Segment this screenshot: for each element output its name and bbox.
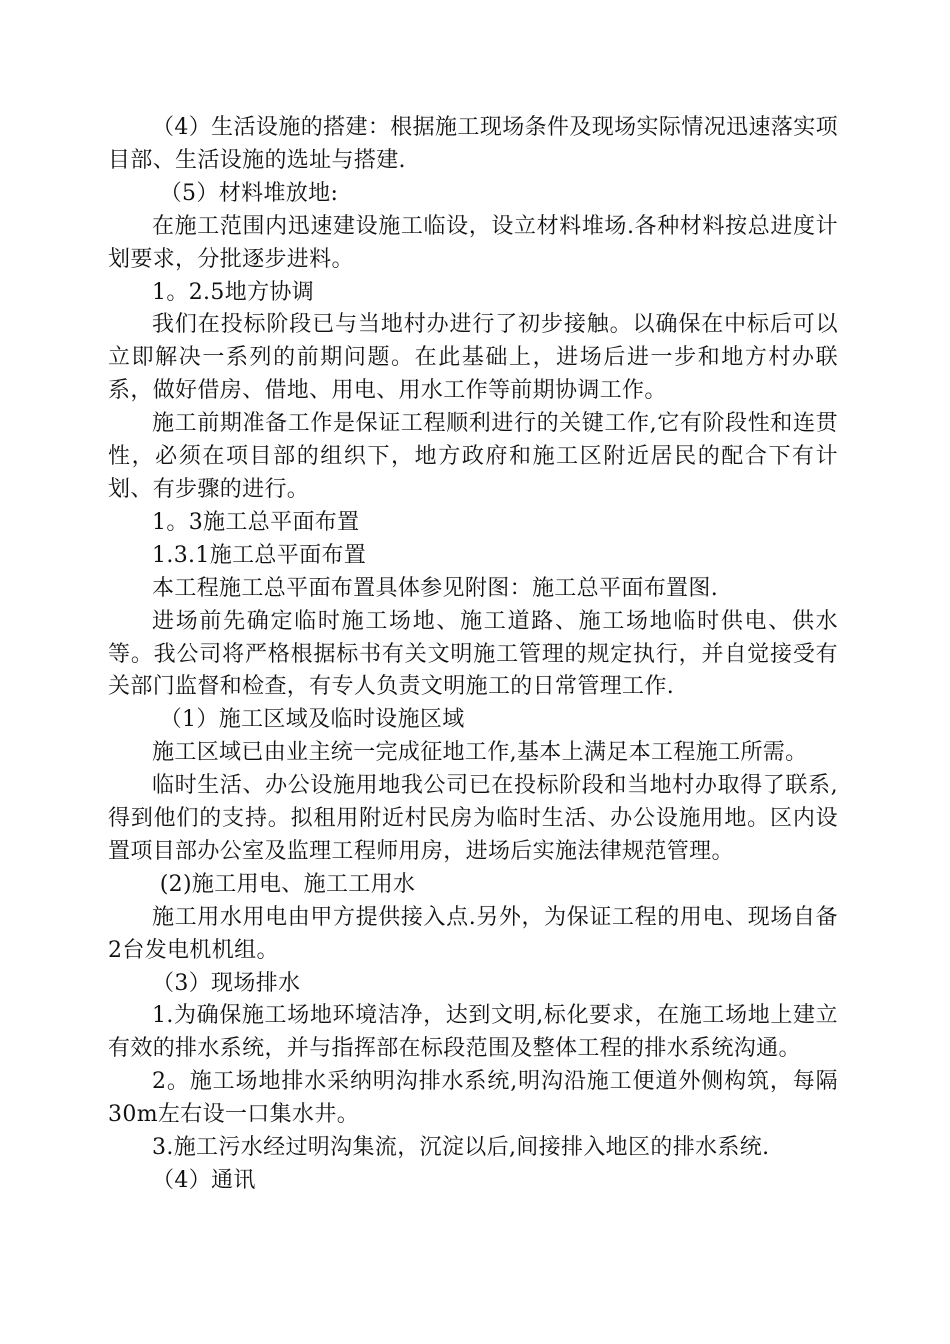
paragraph-drainage-item-1: 1.为确保施工场地环境洁净，达到文明,标化要求，在施工场地上建立有效的排水系统，并与指挥部在标段范围及整体工程的排水系统沟通。 (108, 1003, 838, 1062)
paragraph-temporary-site: 进场前先确定临时施工场地、施工道路、施工场地临时供电、供水等。我公司将严格根据标书有关文明施工管理的规定执行，并自觉接受有关部门监督和检查，有专人负责文明施工的日常管理工作. (108, 608, 838, 700)
paragraph-drainage-heading: （3）现场排水 (152, 970, 301, 996)
document-body (108, 112, 838, 1198)
subsection-heading-site-layout: 1.3.1施工总平面布置 (152, 542, 367, 568)
paragraph-material-storage-heading: （5）材料堆放地: (159, 180, 339, 206)
paragraph-power-water: 施工用水用电由甲方提供接入点.另外，为保证工程的用电、现场自备2台发电机机组。 (108, 904, 838, 963)
paragraph-drainage-item-3: 3.施工污水经过明沟集流，沉淀以后,间接排入地区的排水系统. (152, 1135, 770, 1161)
paragraph-power-water-heading: (2)施工用电、施工工用水 (159, 871, 416, 897)
paragraph-construction-area-heading: （1）施工区域及临时设施区域 (159, 707, 465, 733)
section-heading-local-coordination: 1。2.5地方协调 (152, 279, 315, 305)
paragraph-drainage-item-2: 2。施工场地排水采纳明沟排水系统,明沟沿施工便道外侧构筑，每隔30m左右设一口集水井。 (108, 1069, 838, 1128)
paragraph-construction-area: 施工区域已由业主统一完成征地工作,基本上满足本工程施工所需。 (152, 740, 808, 766)
paragraph-temporary-living: 临时生活、办公设施用地我公司已在投标阶段和当地村办取得了联系,得到他们的支持。拟租用附近村民房为临时生活、办公设施用地。区内设置项目部办公室及监理工程师用房，进场后实施法律规范管理。 (108, 773, 838, 864)
paragraph-local-contact: 我们在投标阶段已与当地村办进行了初步接触。以确保在中标后可以立即解决一系列的前期问题。在此基础上，进场后进一步和地方村办联系，做好借房、借地、用电、用水工作等前期协调工作。 (108, 312, 838, 404)
paragraph-layout-reference: 本工程施工总平面布置具体参见附图：施工总平面布置图. (152, 575, 719, 601)
paragraph-living-facilities: （4）生活设施的搭建：根据施工现场条件及现场实际情况迅速落实项目部、生活设施的选址与搭建. (108, 115, 838, 173)
paragraph-preparation-work: 施工前期准备工作是保证工程顺利进行的关键工作,它有阶段性和连贯性，必须在项目部的组织下，地方政府和施工区附近居民的配合下有计划、有步骤的进行。 (108, 411, 838, 502)
paragraph-material-storage: 在施工范围内迅速建设施工临设，设立材料堆场.各种材料按总进度计划要求，分批逐步进料。 (108, 213, 838, 272)
paragraph-communication-heading: （4）通讯 (152, 1168, 256, 1193)
section-heading-site-layout: 1。3施工总平面布置 (152, 509, 360, 535)
